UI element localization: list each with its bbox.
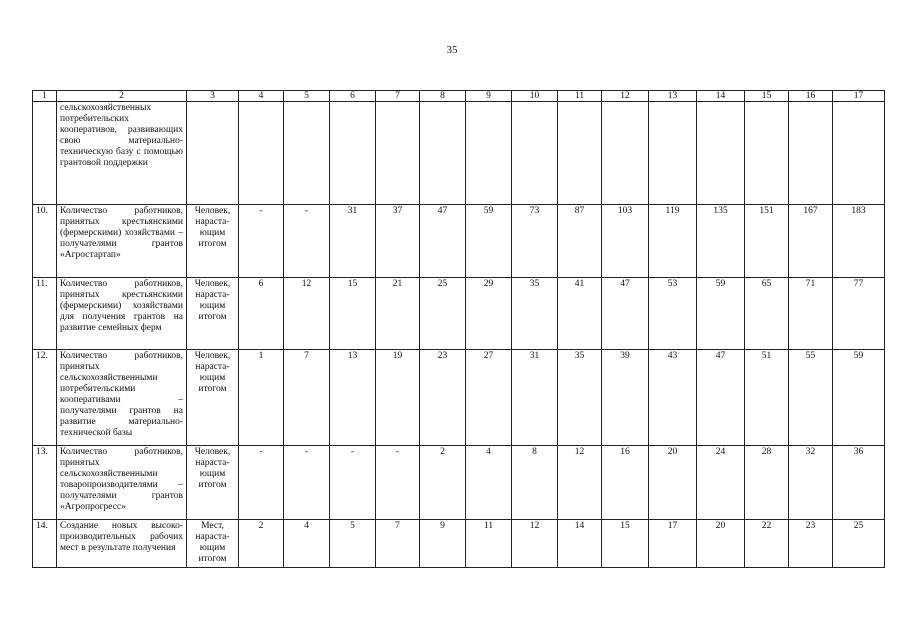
value-cell: 28 bbox=[745, 446, 789, 520]
column-header: 2 bbox=[57, 91, 187, 102]
column-header: 5 bbox=[284, 91, 330, 102]
indicator-name: Создание новых высоко-производительных рабочих мест в результате получения bbox=[57, 520, 187, 568]
value-cell: 16 bbox=[602, 446, 649, 520]
indicator-name: Количество работников, принятых сельскохозяйственными товаропроизводителями – получателями грантов «Агропрогресс» bbox=[57, 446, 187, 520]
value-cell: 73 bbox=[512, 205, 558, 278]
column-header: 11 bbox=[558, 91, 602, 102]
row-number: 14. bbox=[33, 520, 57, 568]
value-cell: 39 bbox=[602, 350, 649, 446]
table-row bbox=[33, 350, 885, 446]
value-cell: 29 bbox=[466, 278, 512, 350]
value-cell: - bbox=[284, 205, 330, 278]
value-cell bbox=[602, 102, 649, 205]
value-cell bbox=[376, 102, 420, 205]
value-cell: 27 bbox=[466, 350, 512, 446]
value-cell: 17 bbox=[649, 520, 697, 568]
row-number: 13. bbox=[33, 446, 57, 520]
value-cell bbox=[697, 102, 745, 205]
value-cell: 167 bbox=[789, 205, 833, 278]
value-cell: 20 bbox=[697, 520, 745, 568]
value-cell: 19 bbox=[376, 350, 420, 446]
indicator-cell: сельскохозяйственных потребительских кооперативов, развивающих свою материально-техническую базу с помощью грантовой поддержки bbox=[57, 102, 187, 205]
value-cell: 15 bbox=[330, 278, 376, 350]
value-cell: 71 bbox=[789, 278, 833, 350]
table-body bbox=[33, 91, 885, 568]
value-cell: 24 bbox=[697, 446, 745, 520]
column-header: 1 bbox=[33, 91, 57, 102]
value-cell: 13 bbox=[330, 350, 376, 446]
value-cell bbox=[789, 102, 833, 205]
value-cell: 2 bbox=[420, 446, 466, 520]
value-cell: 2 bbox=[239, 520, 284, 568]
value-cell bbox=[420, 102, 466, 205]
value-cell: 37 bbox=[376, 205, 420, 278]
indicator-name: Количество работников, принятых сельскохозяйственными потребительскими кооперативами – получателями грантов на развитие материально-технической базы bbox=[57, 350, 187, 446]
column-header: 7 bbox=[376, 91, 420, 102]
value-cell: 12 bbox=[284, 278, 330, 350]
value-cell: 11 bbox=[466, 520, 512, 568]
value-cell: 43 bbox=[649, 350, 697, 446]
value-cell: 21 bbox=[376, 278, 420, 350]
value-cell: - bbox=[239, 446, 284, 520]
table-row bbox=[33, 278, 885, 350]
value-cell: 5 bbox=[330, 520, 376, 568]
value-cell: 59 bbox=[697, 278, 745, 350]
value-cell: 183 bbox=[833, 205, 885, 278]
value-cell bbox=[330, 102, 376, 205]
column-header: 6 bbox=[330, 91, 376, 102]
value-cell: 1 bbox=[239, 350, 284, 446]
value-cell: 4 bbox=[284, 520, 330, 568]
column-header: 17 bbox=[833, 91, 885, 102]
value-cell bbox=[187, 102, 239, 205]
value-cell bbox=[745, 102, 789, 205]
value-cell: 20 bbox=[649, 446, 697, 520]
value-cell: 6 bbox=[239, 278, 284, 350]
value-cell bbox=[512, 102, 558, 205]
column-header: 8 bbox=[420, 91, 466, 102]
value-cell: 25 bbox=[833, 520, 885, 568]
column-header: 16 bbox=[789, 91, 833, 102]
value-cell: 77 bbox=[833, 278, 885, 350]
unit-of-measure: Человек, нараста-ющим итогом bbox=[187, 205, 239, 278]
value-cell: 103 bbox=[602, 205, 649, 278]
value-cell: 36 bbox=[833, 446, 885, 520]
value-cell: 8 bbox=[512, 446, 558, 520]
value-cell: 14 bbox=[558, 520, 602, 568]
value-cell: 23 bbox=[789, 520, 833, 568]
column-header: 9 bbox=[466, 91, 512, 102]
value-cell: 135 bbox=[697, 205, 745, 278]
value-cell: 12 bbox=[558, 446, 602, 520]
value-cell: 53 bbox=[649, 278, 697, 350]
header-row bbox=[33, 91, 885, 102]
unit-of-measure: Человек, нараста-ющим итогом bbox=[187, 350, 239, 446]
column-header: 4 bbox=[239, 91, 284, 102]
indicators-table bbox=[32, 90, 885, 568]
value-cell: - bbox=[376, 446, 420, 520]
value-cell: 23 bbox=[420, 350, 466, 446]
value-cell: - bbox=[284, 446, 330, 520]
column-header: 15 bbox=[745, 91, 789, 102]
value-cell: 22 bbox=[745, 520, 789, 568]
value-cell bbox=[833, 102, 885, 205]
continuation-row bbox=[33, 102, 885, 205]
table-row bbox=[33, 205, 885, 278]
indicator-name: Количество работников, принятых крестьянскими (фермерскими) хозяйствами для получения грантов на развитие семейных ферм bbox=[57, 278, 187, 350]
value-cell: 55 bbox=[789, 350, 833, 446]
value-cell: 87 bbox=[558, 205, 602, 278]
value-cell bbox=[649, 102, 697, 205]
value-cell: 12 bbox=[512, 520, 558, 568]
value-cell: 35 bbox=[558, 350, 602, 446]
value-cell: 15 bbox=[602, 520, 649, 568]
row-number: 12. bbox=[33, 350, 57, 446]
value-cell: 35 bbox=[512, 278, 558, 350]
value-cell: 47 bbox=[697, 350, 745, 446]
column-header: 14 bbox=[697, 91, 745, 102]
value-cell: 51 bbox=[745, 350, 789, 446]
value-cell: 7 bbox=[284, 350, 330, 446]
indicator-name: Количество работников, принятых крестьянскими (фермерскими) хозяйствами – получателями грантов «Агростартап» bbox=[57, 205, 187, 278]
column-header: 10 bbox=[512, 91, 558, 102]
value-cell: 151 bbox=[745, 205, 789, 278]
value-cell: - bbox=[239, 205, 284, 278]
value-cell: 4 bbox=[466, 446, 512, 520]
column-header: 12 bbox=[602, 91, 649, 102]
unit-of-measure: Мест, нараста-ющим итогом bbox=[187, 520, 239, 568]
column-header: 13 bbox=[649, 91, 697, 102]
value-cell: 31 bbox=[512, 350, 558, 446]
row-number: 11. bbox=[33, 278, 57, 350]
page-number: 35 bbox=[446, 44, 458, 56]
value-cell: 9 bbox=[420, 520, 466, 568]
row-number-cell bbox=[33, 102, 57, 205]
unit-of-measure: Человек, нараста-ющим итогом bbox=[187, 278, 239, 350]
value-cell bbox=[558, 102, 602, 205]
value-cell: 25 bbox=[420, 278, 466, 350]
value-cell: 32 bbox=[789, 446, 833, 520]
value-cell: 7 bbox=[376, 520, 420, 568]
value-cell bbox=[466, 102, 512, 205]
table-row bbox=[33, 520, 885, 568]
value-cell: 119 bbox=[649, 205, 697, 278]
value-cell: 59 bbox=[466, 205, 512, 278]
unit-of-measure: Человек, нараста-ющим итогом bbox=[187, 446, 239, 520]
value-cell bbox=[284, 102, 330, 205]
value-cell: - bbox=[330, 446, 376, 520]
value-cell: 41 bbox=[558, 278, 602, 350]
column-header: 3 bbox=[187, 91, 239, 102]
table-row bbox=[33, 446, 885, 520]
value-cell: 47 bbox=[602, 278, 649, 350]
value-cell bbox=[239, 102, 284, 205]
value-cell: 65 bbox=[745, 278, 789, 350]
value-cell: 31 bbox=[330, 205, 376, 278]
value-cell: 59 bbox=[833, 350, 885, 446]
value-cell: 47 bbox=[420, 205, 466, 278]
row-number: 10. bbox=[33, 205, 57, 278]
